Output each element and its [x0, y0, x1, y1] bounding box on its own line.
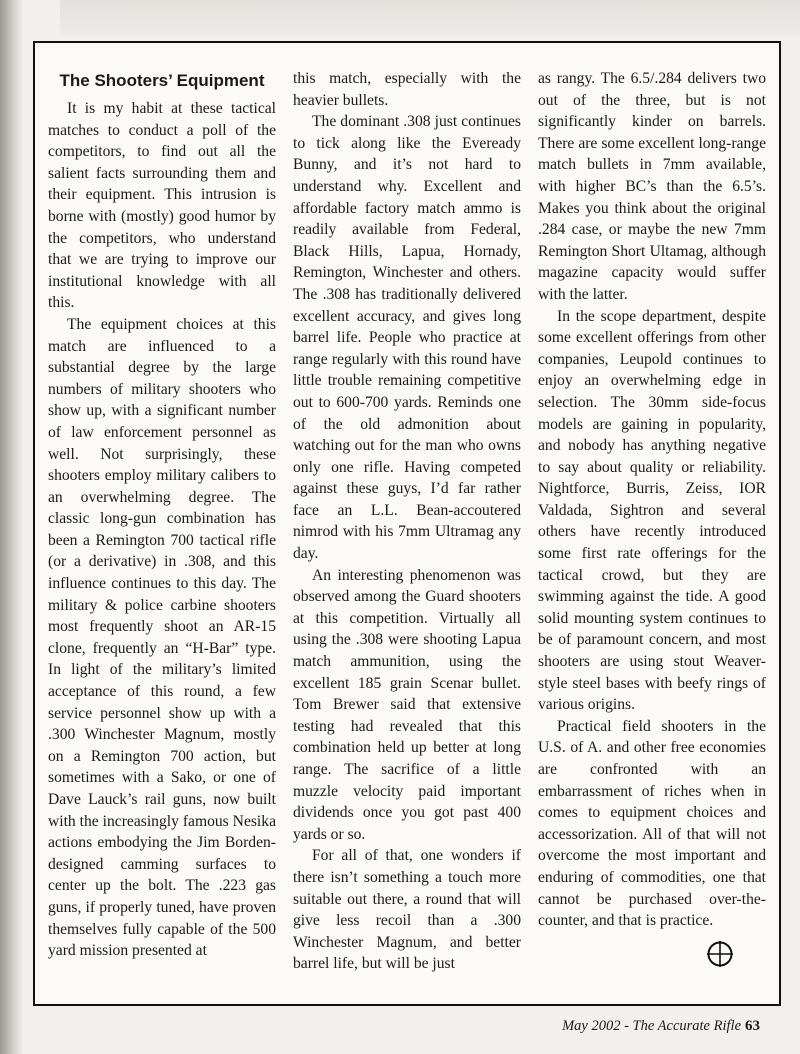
page-footer: [562, 1018, 760, 1035]
issue-line: May 2002 - The Accurate Rifle: [562, 1018, 741, 1034]
paragraph: For all of that, one wonders if there isn’t something a touch more suitable out there, a round that will give less recoil than a .300 Winchester Magnum, and better barrel life, but will be just: [293, 847, 521, 973]
column-2: [293, 68, 521, 973]
column-3: [538, 68, 766, 968]
paragraph: The equipment choices at this match are influenced to a substantial degree by the large numbers of military shooters who show up, with a significant number of law enforcement personnel as well. Not surprisingly, these shooters employ military calibers to an overwhelming degree. The classic long-gun combination has been a Remington 700 tactical rifle (or a derivative) in .308, and this influence continues to this day. The military & police carbine shooters most frequently shoot an AR-15 clone, frequently an “H-Bar” type. In light of the military’s limited acceptance of this round, a few service personnel show up with a .300 Winchester Magnum, mostly on a Remington 700 action, but sometimes with a Sako, or one of Dave Lauck’s rail guns, now built with the increasingly famous Nesika actions embodying the Jim Borden-designed camming surfaces to center up the bolt. The .223 gas guns, if properly tuned, have proven themselves fully capable of the 500 yard mission presented at: [48, 315, 276, 960]
paragraph: The dominant .308 just continues to tick along like the Eveready Bunny, and it’s not hard to understand why. Excellent and affordable factory match ammo is readily available from Federal, Black Hills, Lapua, Hornady, Remington, Winchester and others. The .308 has traditionally delivered excellent accuracy, and gives long barrel life. People who practice at range regularly with this round have little trouble remaining competitive out to 600-700 yards. Reminds one of the old admonition about watching out for the man who owns only one rifle. Having competed against these guys, I’d far rather face an L.L. Bean-accoutered nimrod with his 7mm Ultramag any day.: [293, 113, 521, 563]
page-number: 63: [745, 1018, 760, 1034]
crosshair-icon: [706, 940, 734, 968]
paragraph-continued: this match, especially with the heavier bullets.: [293, 70, 521, 109]
paragraph: In the scope department, despite some excellent offerings from other companies, Leupold continues to enjoy an overwhelming edge in selection. The 30mm side-focus models are gaining in popularity, and nobody has anything negative to say about quality or reliability. Nightforce, Burris, Zeiss, IOR Valdada, Sightron and several others have recently introduced some first rate offerings for the tactical crowd, but they are swimming against the tide. A good solid mounting system continues to be of paramount concern, and most shooters are using stout Weaver-style steel bases with beefy rings of various origins.: [538, 307, 766, 714]
paragraph: Practical field shooters in the U.S. of A. and other free economies are confronted with an embarrassment of riches when in comes to equipment choices and accessorization. All of that will not overcome the most important and enduring of commodities, one that cannot be purchased over-the-counter, and that is practice.: [538, 717, 766, 930]
column-1: [48, 68, 276, 968]
page-gutter-shadow: [0, 0, 22, 1054]
article-columns: [48, 68, 766, 973]
section-heading: The Shooters’ Equipment: [59, 71, 265, 90]
show-through-bleed: [60, 0, 800, 36]
paragraph-continued: as rangy. The 6.5/.284 delivers two out of the three, but is not significantly kinder on barrels. There are some excellent long-range match bullets in 7mm available, with higher BC’s than the 6.5’s. Makes you think about the original .284 case, or maybe the new 7mm Remington Short Ultamag, although magazine capacity would suffer with the latter.: [538, 70, 766, 303]
paragraph: It is my habit at these tactical matches to conduct a poll of the competitors, to find out all the salient facts surrounding them and their equipment. This intrusion is borne with (mostly) good humor by the competitors, who understand that we are trying to improve our institutional knowledge with all this.: [48, 100, 276, 312]
paragraph: An interesting phenomenon was observed among the Guard shooters at this competition. Virtually all using the .308 were shooting Lapua match ammunition, using the excellent 185 grain Scenar bullet. Tom Brewer said that extensive testing had revealed that this combination held up better at long range. The sacrifice of a little muzzle velocity paid important dividends once you got past 400 yards or so.: [293, 566, 521, 843]
